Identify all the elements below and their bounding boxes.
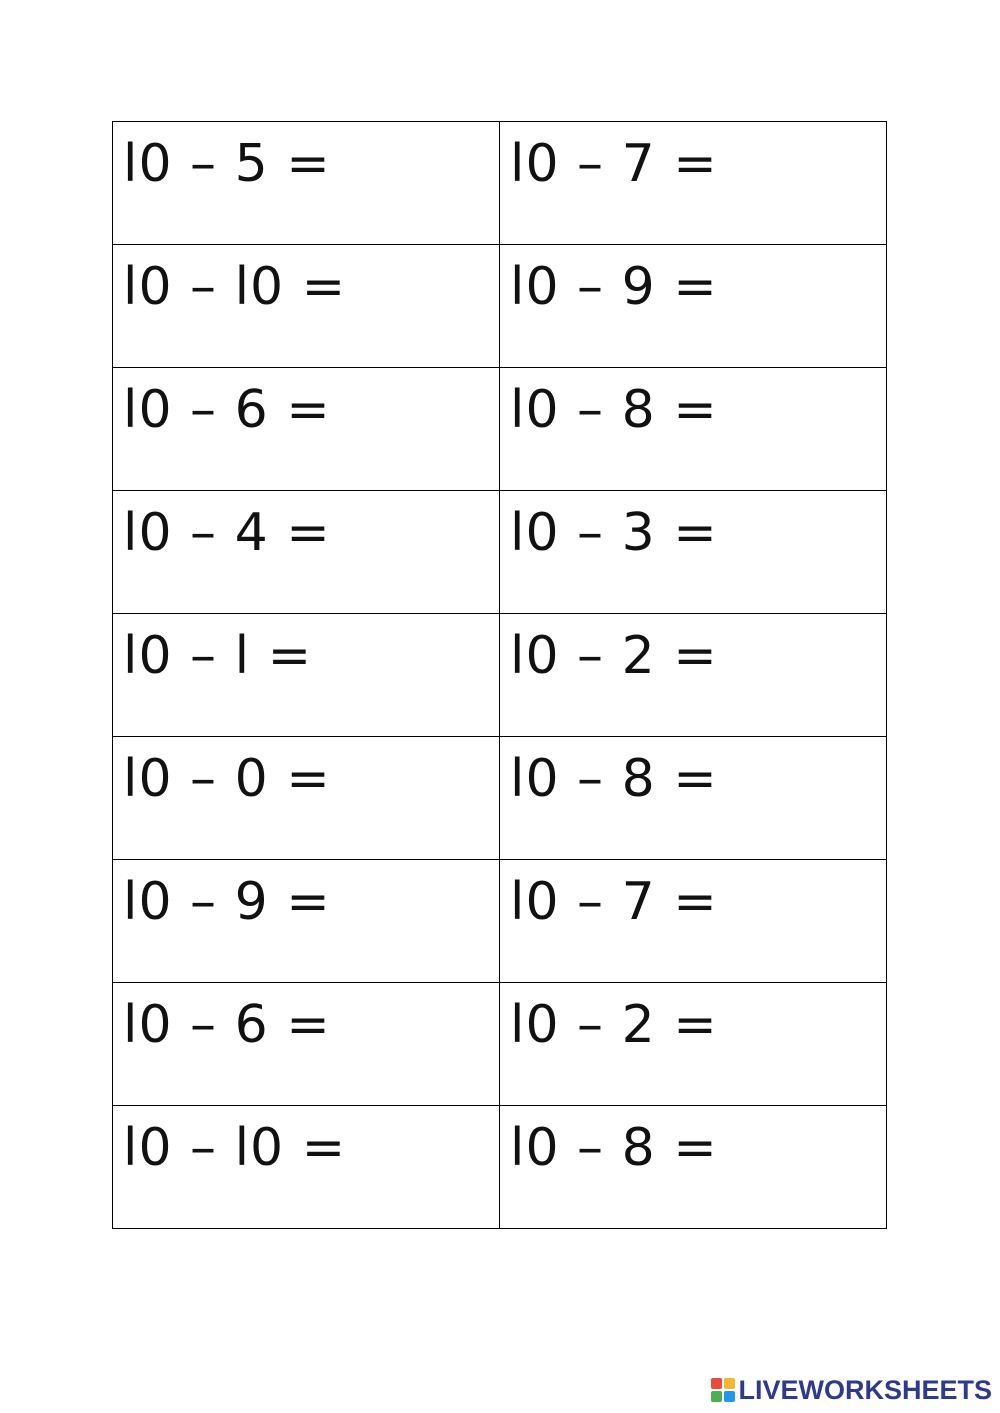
table-row [113, 491, 887, 614]
liveworksheets-logo [711, 1375, 992, 1405]
problem-text: l0 – 6 = [123, 380, 331, 440]
table-row [113, 368, 887, 491]
problem-text: l0 – 9 = [510, 257, 718, 317]
logo-square [724, 1391, 735, 1402]
problem-cell [113, 122, 500, 245]
problem-text: l0 – l = [123, 626, 313, 686]
table-row [113, 1106, 887, 1229]
logo-square [724, 1378, 735, 1389]
problem-cell [113, 614, 500, 737]
problem-cell [500, 737, 887, 860]
problem-cell [500, 245, 887, 368]
problem-cell [113, 860, 500, 983]
table-row [113, 860, 887, 983]
problem-cell [500, 122, 887, 245]
problem-cell [500, 1106, 887, 1229]
problem-cell [500, 614, 887, 737]
problem-cell [113, 245, 500, 368]
problem-cell [113, 737, 500, 860]
problem-text: l0 – l0 = [123, 1118, 347, 1178]
problem-cell [113, 368, 500, 491]
problem-cell [500, 368, 887, 491]
logo-square [711, 1391, 722, 1402]
table-row [113, 122, 887, 245]
worksheet-table [112, 121, 887, 1229]
problem-cell [500, 491, 887, 614]
problem-text: l0 – 8 = [510, 749, 718, 809]
table-row [113, 245, 887, 368]
problem-cell [500, 983, 887, 1106]
table-row [113, 614, 887, 737]
problem-text: l0 – 5 = [123, 134, 331, 194]
problem-text: l0 – 7 = [510, 872, 718, 932]
problem-text: l0 – l0 = [123, 257, 347, 317]
logo-square [711, 1378, 722, 1389]
problem-text: l0 – 7 = [510, 134, 718, 194]
problem-cell [500, 860, 887, 983]
problem-text: l0 – 9 = [123, 872, 331, 932]
problem-text: l0 – 4 = [123, 503, 331, 563]
problem-cell [113, 983, 500, 1106]
problem-text: l0 – 3 = [510, 503, 718, 563]
problem-cell [113, 491, 500, 614]
problem-text: l0 – 6 = [123, 995, 331, 1055]
table-row [113, 737, 887, 860]
logo-squares-icon [711, 1378, 735, 1402]
table-row [113, 983, 887, 1106]
problem-text: l0 – 8 = [510, 1118, 718, 1178]
problem-text: l0 – 0 = [123, 749, 331, 809]
problem-text: l0 – 2 = [510, 995, 718, 1055]
problem-text: l0 – 8 = [510, 380, 718, 440]
problem-cell [113, 1106, 500, 1229]
logo-text: LIVEWORKSHEETS [738, 1374, 992, 1405]
problem-text: l0 – 2 = [510, 626, 718, 686]
